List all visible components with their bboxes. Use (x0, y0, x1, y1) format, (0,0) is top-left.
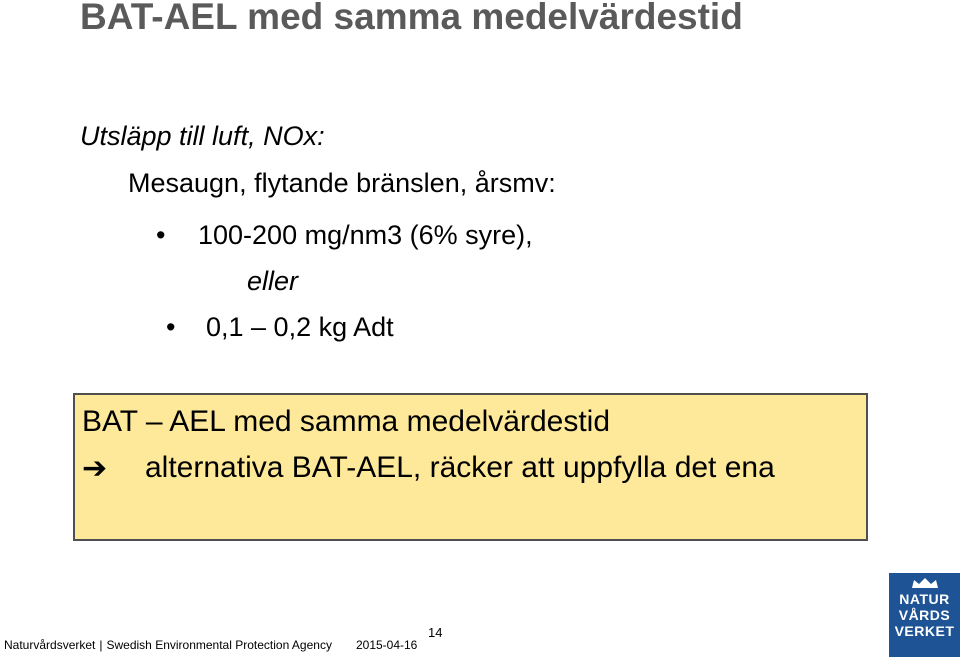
footer (4, 638, 417, 652)
footer-separator: | (99, 638, 103, 652)
bullet-text: 0,1 – 0,2 kg Adt (206, 312, 394, 342)
naturvardsverket-logo (889, 573, 960, 657)
slide-subtitle: Utsläpp till luft, NOx: (80, 121, 325, 151)
or-text: eller (247, 266, 299, 296)
page-number: 14 (428, 625, 443, 640)
arrow-icon: ➔ (82, 452, 108, 485)
footer-date: 2015-04-16 (355, 638, 418, 652)
logo-line-2: VÅRDS (898, 607, 951, 623)
logo-line-3: VERKET (894, 623, 955, 639)
callout-box (73, 393, 868, 541)
bullet-text: 100-200 mg/nm3 (6% syre), (198, 220, 533, 250)
slide-title: BAT-AEL med samma medelvärdestid (80, 0, 743, 37)
bullet-marker: • (166, 312, 176, 342)
footer-agency: Swedish Environmental Protection Agency (106, 638, 332, 652)
footer-org: Naturvårdsverket (4, 638, 96, 652)
logo-line-1: NATUR (899, 591, 950, 607)
callout-heading: BAT – AEL med samma medelvärdestid (82, 405, 611, 438)
callout-text: alternativa BAT-AEL, räcker att uppfylla det ena (145, 451, 775, 484)
crown-icon (910, 577, 940, 589)
fuel-description: Mesaugn, flytande bränslen, årsmv: (128, 168, 556, 198)
bullet-marker: • (156, 220, 166, 250)
